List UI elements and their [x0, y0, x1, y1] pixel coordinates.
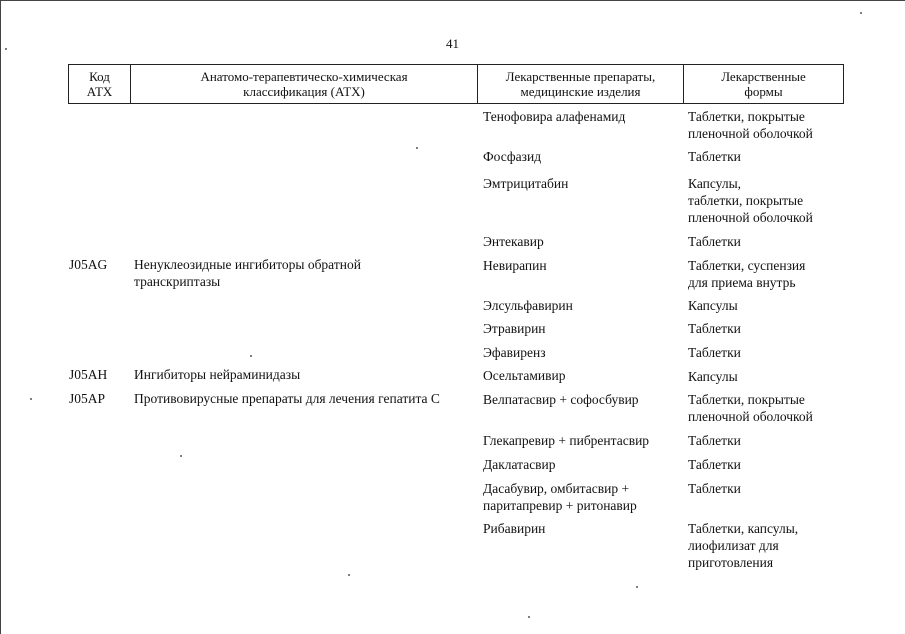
dosage-form: Таблетки	[688, 321, 741, 336]
dosage-form: Таблетки, капсулы, лиофилизат для приготовления	[688, 521, 799, 570]
dosage-form: Таблетки, покрытые пленочной оболочкой	[688, 392, 813, 424]
drug-name: Этравирин	[483, 321, 546, 336]
scan-speck	[30, 398, 32, 400]
drug-name: Энтекавир	[483, 234, 544, 249]
drug-name: Глекапревир + пибрентасвир	[483, 433, 650, 448]
header-forms-label: Лекарственные формы	[721, 69, 806, 99]
dosage-form: Таблетки	[688, 457, 741, 472]
scan-edge-top	[0, 0, 905, 1]
dosage-form: Капсулы	[688, 369, 738, 384]
scan-speck	[416, 147, 418, 149]
dosage-form: Таблетки	[688, 481, 741, 496]
drug-name: Тенофовира алафенамид	[483, 109, 626, 124]
dosage-form: Таблетки	[688, 149, 741, 164]
drug-name: Даклатасвир	[483, 457, 556, 472]
atc-classification: Ингибиторы нейраминидазы	[134, 367, 301, 382]
dosage-form: Таблетки, суспензия для приема внутрь	[688, 258, 806, 290]
atc-classification: Противовирусные препараты для лечения гепатита С	[134, 391, 440, 406]
header-drugs	[478, 65, 684, 104]
scan-speck	[348, 574, 350, 576]
dosage-form: Таблетки	[688, 433, 741, 448]
scan-edge-left	[0, 0, 1, 634]
drug-name: Элсульфавирин	[483, 298, 573, 313]
scan-speck	[636, 586, 638, 588]
atc-code: J05AH	[69, 367, 108, 382]
dosage-form: Таблетки, покрытые пленочной оболочкой	[688, 109, 813, 141]
drug-name: Эмтрицитабин	[483, 176, 569, 191]
drug-name: Рибавирин	[483, 521, 546, 536]
atc-code: J05AP	[69, 391, 106, 406]
header-code	[69, 65, 131, 104]
atc-classification: Ненуклеозидные ингибиторы обратной транскриптазы	[134, 257, 361, 289]
scan-speck	[528, 616, 530, 618]
drug-name: Осельтамивир	[483, 368, 566, 383]
page-number: 41	[446, 36, 459, 51]
header-code-label: Код АТХ	[86, 69, 113, 99]
drug-name: Эфавиренз	[483, 345, 546, 360]
drug-name: Велпатасвир + софосбувир	[483, 392, 639, 407]
drug-name: Невирапин	[483, 258, 547, 273]
scan-speck	[250, 355, 252, 357]
header-classification	[131, 65, 478, 104]
header-forms	[684, 65, 844, 104]
dosage-form: Капсулы, таблетки, покрытые пленочной оболочкой	[688, 176, 813, 225]
header-drugs-label: Лекарственные препараты, медицинские изделия	[505, 69, 656, 99]
drug-name: Дасабувир, омбитасвир + паритапревир + ритонавир	[483, 481, 637, 513]
table-header	[68, 64, 844, 104]
dosage-form: Таблетки	[688, 234, 741, 249]
header-classification-label: Анатомо-терапевтическо-химическая классификация (АТХ)	[200, 69, 408, 99]
scan-speck	[180, 455, 182, 457]
drug-name: Фосфазид	[483, 149, 542, 164]
dosage-form: Капсулы	[688, 298, 738, 313]
atc-code: J05AG	[69, 257, 108, 272]
dosage-form: Таблетки	[688, 345, 741, 360]
scan-speck	[860, 12, 862, 14]
